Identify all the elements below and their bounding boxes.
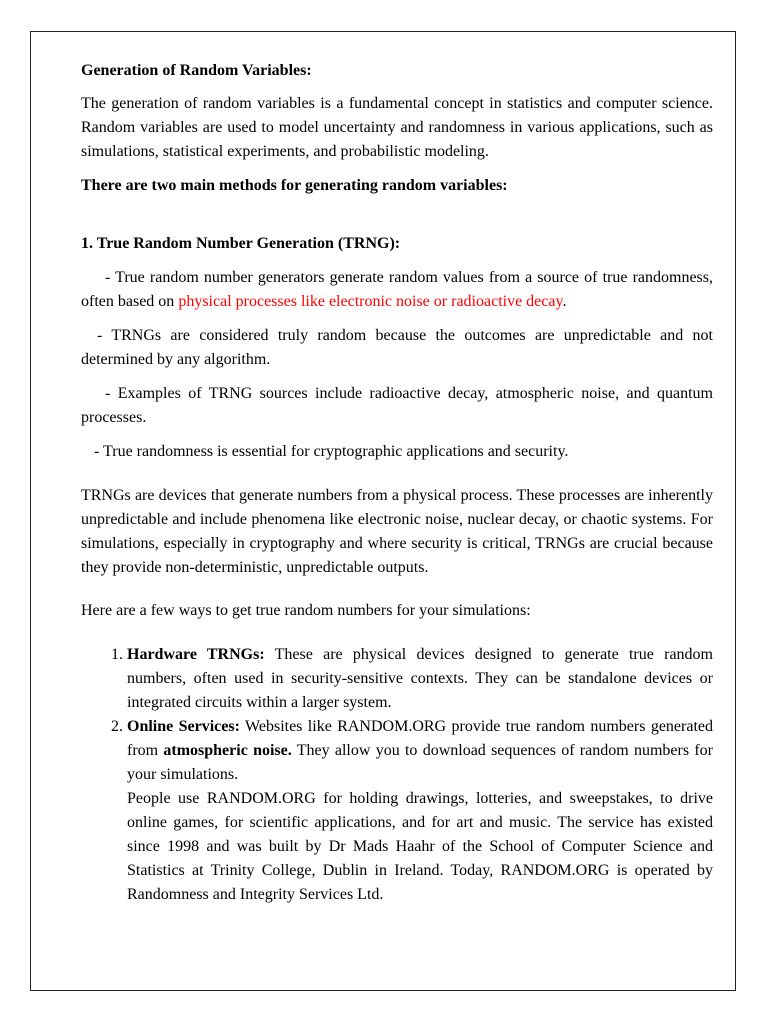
bullet-text: - True random number generators generate random values from a source of true randomness, often based on <box>81 269 713 310</box>
list-item-online <box>127 715 713 907</box>
document-heading: Generation of Random Variables: <box>81 62 312 79</box>
bullet-trng-sources: - Examples of TRNG sources include radioactive decay, atmospheric noise, and quantum processes. <box>81 385 713 426</box>
list-item-title: Online Services: <box>127 718 240 735</box>
list-item-hardware <box>127 643 713 715</box>
list-item-text: Websites like RANDOM.ORG provide true random numbers generated from <box>127 718 713 759</box>
bullet-truly-random: - TRNGs are considered truly random because the outcomes are unpredictable and not determined by any algorithm. <box>81 327 713 368</box>
trng-heading: 1. True Random Number Generation (TRNG): <box>81 235 401 252</box>
bullet-trng-definition <box>81 266 713 314</box>
methods-heading: There are two main methods for generating random variables: <box>81 177 508 194</box>
list-item-title: Hardware TRNGs: <box>127 646 265 663</box>
list-item-text: These are physical devices designed to generate true random numbers, often used in security-sensitive contexts. They can be standalone devices or integrated circuits within a larger system. <box>127 646 713 711</box>
highlighted-text: physical processes like electronic noise or radioactive decay <box>178 293 563 310</box>
random-org-description: People use RANDOM.ORG for holding drawings, lotteries, and sweepstakes, to drive online games, for scientific applications, and for art and music. The service has existed since 1998 and was built by Dr Mads Haahr of the School of Computer Science and Statistics at Trinity College, Dublin in Ireland. Today, RANDOM.ORG is operated by Randomness and Integrity Services Ltd. <box>127 790 713 903</box>
bullet-cryptographic: - True randomness is essential for cryptographic applications and security. <box>94 443 569 460</box>
bullet-text-end: . <box>562 293 567 310</box>
ways-intro: Here are a few ways to get true random numbers for your simulations: <box>81 602 531 619</box>
list-item-text: They allow you to download sequences of random numbers for your simulations. <box>127 742 713 783</box>
bold-phrase: atmospheric noise. <box>163 742 292 759</box>
trng-paragraph: TRNGs are devices that generate numbers from a physical process. These processes are inherently unpredictable and include phenomena like electronic noise, nuclear decay, or chaotic systems. For simulations, especially in cryptography and where security is critical, TRNGs are crucial because they provide non-deterministic, unpredictable outputs. <box>81 487 713 576</box>
intro-paragraph: The generation of random variables is a fundamental concept in statistics and computer science. Random variables are used to model uncertainty and randomness in various applications, such as simulations, statistical experiments, and probabilistic modeling. <box>81 95 713 160</box>
document-body <box>81 59 713 907</box>
ways-list <box>81 643 713 907</box>
